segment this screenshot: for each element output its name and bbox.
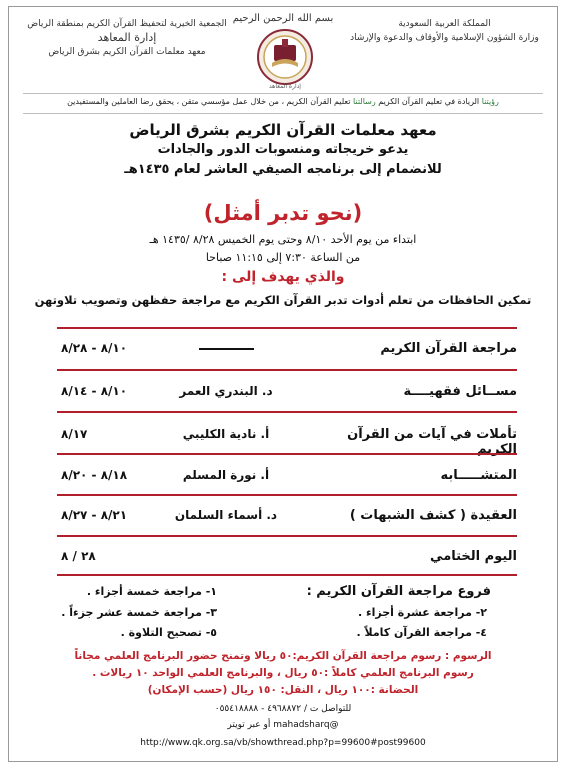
course-title: اليوم الختامي [430, 549, 517, 564]
course-title: العقيدة ( كشف الشبهات ) [349, 508, 517, 523]
invitation-line: يدعو خريجاته ومنسوبات الدور والجادات [157, 142, 409, 157]
forum-link[interactable]: http://www.qk.org.sa/vb/showthread.php?p=99600#post99600 [140, 738, 426, 748]
vision-mission-strip [19, 97, 547, 106]
ministry-header [342, 17, 547, 45]
course-date: ٨/١٠ - ٨/٢٨ [61, 341, 128, 355]
fees-line-2: رسوم البرنامج العلمي كاملاً :٥٠ ريال ، والبرنامج العلمي الواحد ١٠ ريالات . [92, 667, 474, 679]
fees-line-3: الحضانة :١٠٠ ريال ، النقل: ١٥٠ ريال (حسب الإمكان) [147, 684, 419, 696]
course-instructor: د. البندري العمر [179, 384, 273, 398]
schedule-divider [57, 453, 517, 455]
schedule-divider [57, 411, 517, 413]
course-instructor: د. أسماء السلمان [174, 508, 278, 522]
course-title: مســائل فقهيــــة [403, 384, 517, 399]
course-title: مراجعة القرآن الكريم [380, 341, 517, 356]
branch-item: ٤- مراجعة القرآن كاملاً . [356, 626, 487, 639]
program-title: (نحو تدبر أمثل) [203, 201, 363, 225]
date-range: ابتداء من يوم الأحد ٨/١٠ وحتى يوم الخميس ٨/٢٨ /١٤٣٥ هـ [149, 233, 417, 246]
course-date: ٨/١٠ - ٨/١٤ [61, 384, 128, 398]
branches-title: فروع مراجعة القرآن الكريم : [306, 584, 491, 599]
course-date: ٨/٢١ - ٨/٢٧ [61, 508, 128, 522]
basmala: بسم الله الرحمن الرحيم [232, 13, 334, 24]
branch-item: ٣- مراجعة خمسة عشر جزءاً . [61, 606, 217, 619]
fees-text-1: رسوم مراجعة القرآن الكريم:٥٠ ريالا وتمنح حضور البرنامج العلمي مجاناً [74, 650, 442, 662]
schedule-divider [57, 535, 517, 537]
course-date: ٨/١٧ [61, 427, 88, 441]
schedule-row [57, 427, 517, 467]
fees-label: الرسوم : [445, 650, 492, 662]
course-title: تأملات في آيات من القرآن الكريم [347, 427, 517, 457]
institute-logo-icon [255, 27, 315, 87]
institute-title: معهد معلمات القرآن الكريم بشرق الرياض [129, 121, 437, 139]
schedule-divider [57, 369, 517, 371]
schedule-row [57, 549, 517, 589]
contact-phone: للتواصل ت / ٤٩٦٨٨٧٢ - ٠٥٥٤١٨٨٨٨ [214, 704, 352, 714]
schedule-row [57, 508, 517, 548]
course-title: المتشـــــابه [440, 468, 517, 483]
program-goal: تمكين الحافظات من تعلم أدوات تدبر القرآن الكريم مع مراجعة حفظهن وتصويب تلاوتهن [34, 293, 532, 307]
course-instructor-dash [161, 341, 291, 355]
dash-mark [199, 348, 254, 350]
schedule-divider [57, 574, 517, 576]
flyer [8, 6, 558, 762]
schedule-divider [57, 494, 517, 496]
society-name: الجمعية الخيرية لتحفيظ القرآن الكريم بمنطقة الرياض [27, 19, 227, 29]
branch-item: ٥- تصحيح التلاوة . [120, 626, 217, 639]
institute-name: معهد معلمات القرآن الكريم بشرق الرياض [48, 47, 206, 57]
course-instructor: أ. نورة المسلم [182, 468, 270, 482]
program-invite-line: للانضمام إلى برنامجه الصيفي العاشر لعام ١٤٣٥هـ [124, 162, 442, 177]
ministry-name: وزارة الشؤون الإسلامية والأوقاف والدعوة والإرشاد [350, 33, 539, 43]
course-date: ٢٨ / ٨ [61, 549, 96, 563]
time-range: من الساعة ٧:٣٠ إلى ١١:١٥ صباحا [205, 251, 361, 264]
vision-label: رؤيتنا [481, 97, 499, 106]
vision-text: الريادة في تعليم القرآن الكريم [378, 97, 480, 106]
contact-twitter[interactable]: @mahadsharq أو عبر تويتر [227, 720, 339, 730]
logo-caption: إدارة المعاهد [269, 83, 301, 90]
mission-text: تعليم القرآن الكريم ، من خلال عمل مؤسسي متقن ، يحقق رضا العاملين والمستفيدين [67, 97, 351, 106]
branch-item: ٢- مراجعة عشرة أجزاء . [358, 606, 487, 619]
header-divider [23, 93, 543, 94]
schedule-row [57, 468, 517, 508]
mission-label: رسالتنا [352, 97, 376, 106]
schedule-row [57, 341, 517, 381]
fees-line-1 [9, 650, 557, 662]
society-header [27, 17, 227, 59]
aims-heading: والذي يهدف إلى : [221, 269, 345, 285]
course-instructor: أ. نادية الكليبي [182, 427, 270, 441]
institutes-admin: إدارة المعاهد [97, 31, 157, 44]
branch-item: ١- مراجعة خمسة أجزاء . [86, 585, 217, 598]
course-date: ٨/١٨ - ٨/٢٠ [61, 468, 128, 482]
schedule-divider [57, 327, 517, 329]
schedule-row [57, 384, 517, 424]
header-divider-2 [23, 113, 543, 114]
ministry-country: المملكة العربية السعودية [398, 19, 491, 29]
